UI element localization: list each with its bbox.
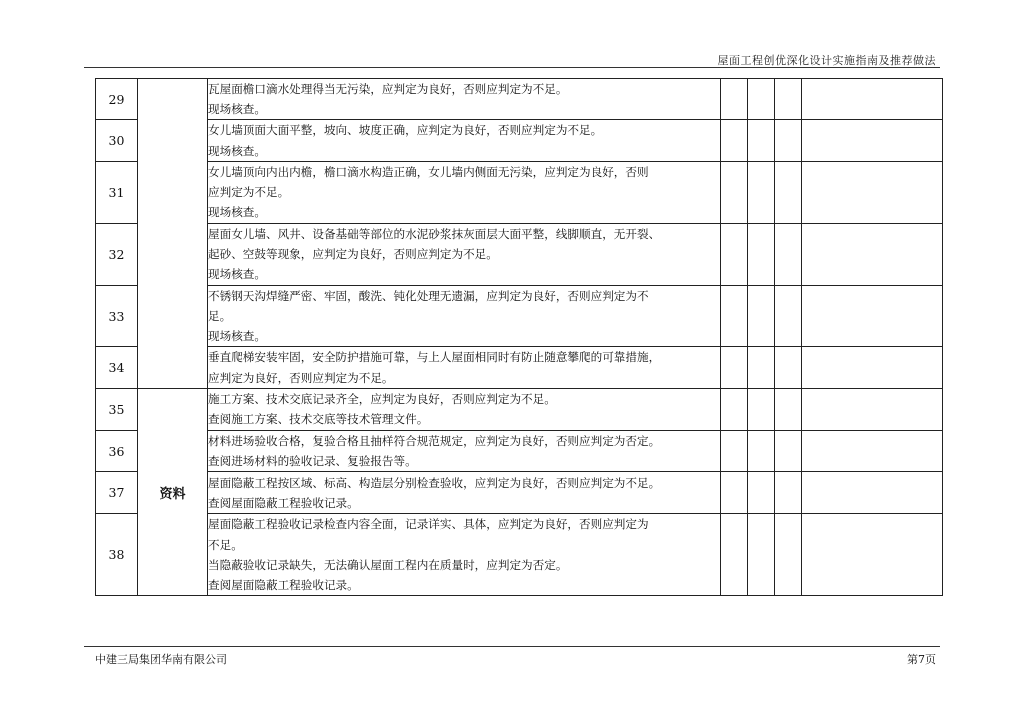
check-cell-b bbox=[748, 120, 775, 161]
criteria-line: 施工方案、技术交底记录齐全，应判定为良好，否则应判定为不足。 bbox=[208, 392, 556, 407]
header-rule bbox=[84, 67, 940, 68]
criteria-line: 屋面女儿墙、风井、设备基础等部位的水泥砂浆抹灰面层大面平整，线脚顺直，无开裂、 bbox=[208, 227, 661, 241]
criteria-line: 女儿墙顶向内出内檐，檐口滴水构造正确，女儿墙内侧面无污染，应判定为良好，否则 bbox=[208, 165, 649, 179]
check-cell-c bbox=[775, 285, 802, 347]
criteria-line: 查阅进场材料的验收记录、复验报告等。 bbox=[208, 454, 417, 469]
remarks-cell bbox=[802, 472, 943, 514]
remarks-cell bbox=[802, 223, 943, 285]
check-cell-a bbox=[721, 430, 748, 471]
check-cell-a bbox=[721, 285, 748, 347]
check-cell-c bbox=[775, 79, 802, 120]
check-cell-a bbox=[721, 514, 748, 596]
check-cell-c bbox=[775, 120, 802, 161]
criteria-text bbox=[208, 347, 721, 388]
footer-page-number: 第7页 bbox=[907, 653, 936, 666]
criteria-line: 现场核查。 bbox=[208, 205, 266, 220]
check-cell-a bbox=[721, 79, 748, 120]
criteria-line: 查阅施工方案、技术交底等技术管理文件。 bbox=[208, 412, 429, 427]
criteria-line: 应判定为良好，否则应判定为不足。 bbox=[208, 370, 394, 385]
check-cell-b bbox=[748, 161, 775, 223]
criteria-line: 瓦屋面檐口滴水处理得当无污染，应判定为良好，否则应判定为不足。 bbox=[208, 82, 568, 96]
evaluation-table bbox=[95, 78, 943, 596]
criteria-line: 应判定为不足。 bbox=[208, 185, 290, 200]
row-number: 32 bbox=[96, 223, 138, 285]
check-cell-a bbox=[721, 223, 748, 285]
check-cell-c bbox=[775, 388, 802, 430]
criteria-line: 不足。 bbox=[208, 537, 243, 552]
check-cell-a bbox=[721, 472, 748, 514]
row-number: 37 bbox=[96, 472, 138, 514]
row-number: 36 bbox=[96, 430, 138, 471]
criteria-line: 屋面隐蔽工程验收记录检查内容全面，记录详实、具体，应判定为良好，否则应判定为 bbox=[208, 517, 649, 532]
criteria-text bbox=[208, 120, 721, 161]
category-cell-empty bbox=[138, 79, 208, 389]
criteria-line: 屋面隐蔽工程按区域、标高、构造层分别检查验收，应判定为良好，否则应判定为不足。 bbox=[208, 475, 661, 490]
footer-rule bbox=[84, 646, 940, 647]
criteria-line: 查阅屋面隐蔽工程验收记录。 bbox=[208, 577, 359, 592]
check-cell-a bbox=[721, 388, 748, 430]
criteria-text bbox=[208, 79, 721, 120]
check-cell-a bbox=[721, 347, 748, 388]
criteria-text bbox=[208, 514, 721, 596]
criteria-line: 起砂、空鼓等现象，应判定为良好，否则应判定为不足。 bbox=[208, 247, 498, 262]
table-row bbox=[96, 79, 943, 120]
criteria-text bbox=[208, 161, 721, 223]
row-number: 31 bbox=[96, 161, 138, 223]
check-cell-c bbox=[775, 347, 802, 388]
table-row bbox=[96, 514, 943, 596]
criteria-text bbox=[208, 223, 721, 285]
row-number: 30 bbox=[96, 120, 138, 161]
check-cell-b bbox=[748, 388, 775, 430]
check-cell-b bbox=[748, 285, 775, 347]
criteria-line: 现场核查。 bbox=[208, 329, 266, 344]
check-cell-a bbox=[721, 161, 748, 223]
criteria-line: 不锈钢天沟焊缝严密、牢固，酸洗、钝化处理无遗漏，应判定为良好，否则应判定为不 bbox=[208, 288, 649, 303]
row-number: 33 bbox=[96, 285, 138, 347]
check-cell-c bbox=[775, 472, 802, 514]
row-number: 34 bbox=[96, 347, 138, 388]
criteria-line: 现场核查。 bbox=[208, 102, 266, 117]
criteria-text bbox=[208, 430, 721, 471]
row-number: 38 bbox=[96, 514, 138, 596]
remarks-cell bbox=[802, 388, 943, 430]
criteria-line: 当隐蔽验收记录缺失，无法确认屋面工程内在质量时，应判定为否定。 bbox=[208, 557, 568, 572]
footer-company: 中建三局集团华南有限公司 bbox=[95, 653, 227, 666]
criteria-line: 现场核查。 bbox=[208, 143, 266, 158]
remarks-cell bbox=[802, 161, 943, 223]
check-cell-c bbox=[775, 223, 802, 285]
check-cell-b bbox=[748, 79, 775, 120]
check-cell-b bbox=[748, 514, 775, 596]
check-cell-b bbox=[748, 223, 775, 285]
check-cell-c bbox=[775, 161, 802, 223]
criteria-line: 垂直爬梯安装牢固，安全防护措施可靠，与上人屋面相同时有防止随意攀爬的可靠措施， bbox=[208, 350, 661, 365]
category-label: 资料 bbox=[138, 388, 208, 595]
remarks-cell bbox=[802, 514, 943, 596]
check-cell-b bbox=[748, 472, 775, 514]
table-row bbox=[96, 161, 943, 223]
table-row bbox=[96, 430, 943, 471]
table-row bbox=[96, 472, 943, 514]
criteria-line: 现场核查。 bbox=[208, 267, 266, 282]
remarks-cell bbox=[802, 120, 943, 161]
remarks-cell bbox=[802, 285, 943, 347]
check-cell-c bbox=[775, 514, 802, 596]
remarks-cell bbox=[802, 430, 943, 471]
table-row bbox=[96, 285, 943, 347]
criteria-line: 材料进场验收合格，复验合格且抽样符合规范规定，应判定为良好，否则应判定为否定。 bbox=[208, 433, 661, 448]
criteria-text bbox=[208, 285, 721, 347]
row-number: 35 bbox=[96, 388, 138, 430]
check-cell-c bbox=[775, 430, 802, 471]
remarks-cell bbox=[802, 79, 943, 120]
table-row bbox=[96, 347, 943, 388]
check-cell-b bbox=[748, 430, 775, 471]
criteria-text bbox=[208, 472, 721, 514]
header-title: 屋面工程创优深化设计实施指南及推荐做法 bbox=[717, 54, 936, 67]
criteria-line: 女儿墙顶面大面平整，坡向、坡度正确，应判定为良好，否则应判定为不足。 bbox=[208, 123, 603, 138]
criteria-text bbox=[208, 388, 721, 430]
table-row bbox=[96, 388, 943, 430]
table-row bbox=[96, 120, 943, 161]
row-number: 29 bbox=[96, 79, 138, 120]
table-row bbox=[96, 223, 943, 285]
remarks-cell bbox=[802, 347, 943, 388]
criteria-line: 足。 bbox=[208, 309, 232, 324]
criteria-line: 查阅屋面隐蔽工程验收记录。 bbox=[208, 495, 359, 510]
check-cell-a bbox=[721, 120, 748, 161]
check-cell-b bbox=[748, 347, 775, 388]
